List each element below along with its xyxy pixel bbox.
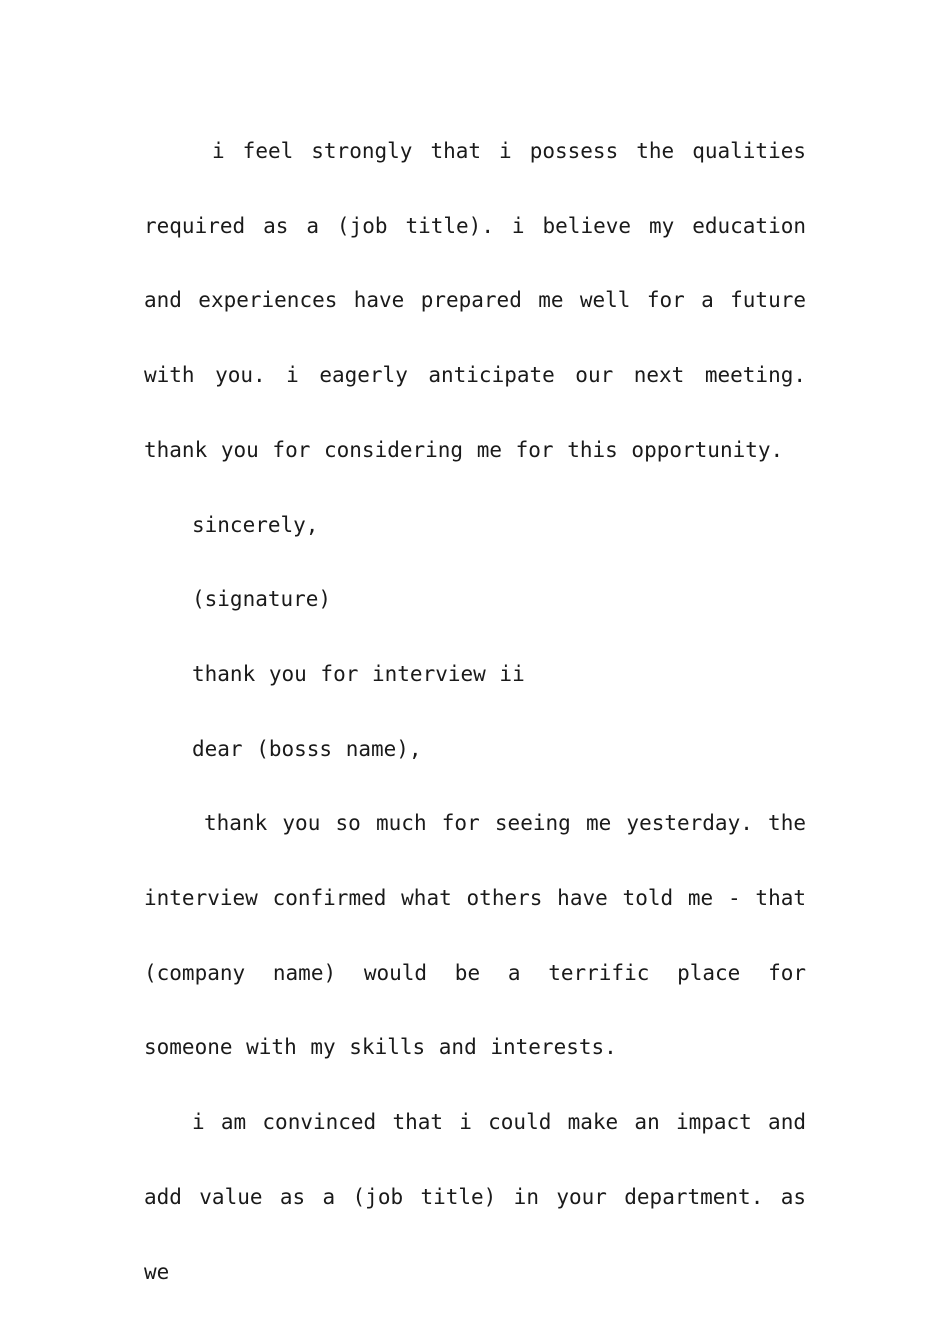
document-body: [144, 114, 806, 1309]
letter-title: thank you for interview ii: [192, 661, 525, 686]
body-paragraph: i am convinced that i could make an impact and add value as a (job title) in your department. as we: [144, 1110, 806, 1284]
opening-paragraph: thank you so much for seeing me yesterday. the interview confirmed what others have told me - that (company name) would be a terrific place for someone with my skills and interests.: [144, 811, 806, 1060]
closing-paragraph: i feel strongly that i possess the qualities required as a (job title). i believe my education and experiences have prepared me well for a future with you. i eagerly anticipate our next meeting. thank you for considering me for this opportunity.: [144, 139, 806, 462]
signature-placeholder: (signature): [192, 587, 332, 612]
salutation: dear (bosss name),: [192, 736, 422, 761]
sign-off: sincerely,: [192, 512, 319, 537]
